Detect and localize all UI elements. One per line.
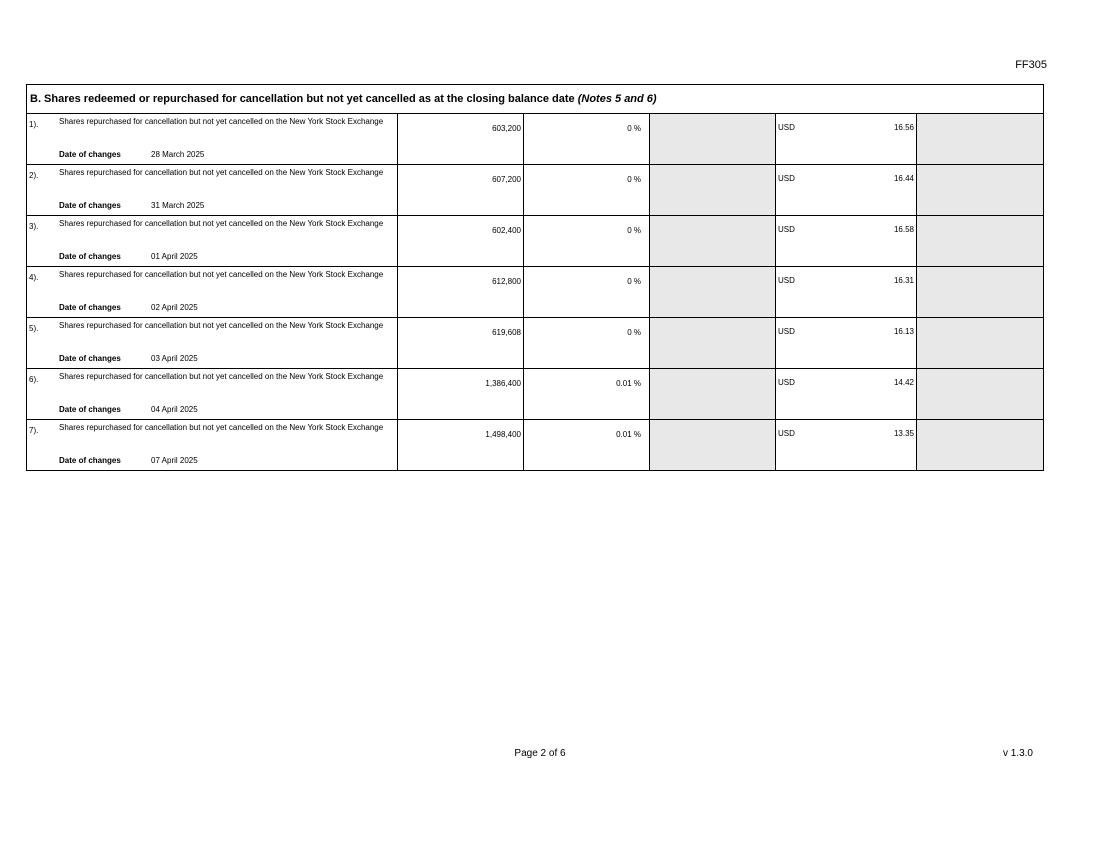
price-cell xyxy=(776,114,917,164)
table-row xyxy=(27,165,1043,216)
table-row xyxy=(27,369,1043,420)
price-cell xyxy=(776,267,917,317)
date-of-changes-label: Date of changes xyxy=(59,303,121,312)
price-value: 16.44 xyxy=(893,174,914,183)
shaded-cell xyxy=(917,165,1043,215)
price-value: 16.13 xyxy=(893,327,914,336)
row-description: Shares repurchased for cancellation but not yet cancelled on the New York Stock Exchange xyxy=(59,219,384,228)
shaded-cell xyxy=(650,216,776,266)
section-title: B. Shares redeemed or repurchased for cancellation but not yet cancelled as at the closing balance date xyxy=(30,93,575,105)
shaded-cell xyxy=(917,267,1043,317)
percentage-cell xyxy=(524,114,650,164)
shaded-cell xyxy=(650,114,776,164)
date-of-changes-label: Date of changes xyxy=(59,201,121,210)
description-cell xyxy=(27,267,398,317)
percentage-cell xyxy=(524,267,650,317)
date-of-changes-value: 04 April 2025 xyxy=(151,405,198,414)
shaded-cell xyxy=(650,165,776,215)
currency-code: USD xyxy=(778,174,795,183)
date-of-changes-value: 02 April 2025 xyxy=(151,303,198,312)
price-cell xyxy=(776,216,917,266)
percentage-value: 0 % xyxy=(627,277,641,286)
row-description: Shares repurchased for cancellation but not yet cancelled on the New York Stock Exchange xyxy=(59,117,384,126)
price-cell xyxy=(776,318,917,368)
percentage-cell xyxy=(524,420,650,470)
shaded-cell xyxy=(917,114,1043,164)
description-cell xyxy=(27,114,398,164)
currency-code: USD xyxy=(778,429,795,438)
percentage-value: 0 % xyxy=(627,328,641,337)
price-value: 16.58 xyxy=(893,225,914,234)
shaded-cell xyxy=(650,267,776,317)
date-of-changes-value: 01 April 2025 xyxy=(151,252,198,261)
table-body xyxy=(27,114,1043,470)
row-description: Shares repurchased for cancellation but not yet cancelled on the New York Stock Exchange xyxy=(59,321,384,330)
shares-number-cell xyxy=(398,318,524,368)
shares-number: 619,608 xyxy=(492,328,521,337)
shares-number: 607,200 xyxy=(492,175,521,184)
row-index: 4). xyxy=(29,273,39,282)
shares-number: 1,386,400 xyxy=(485,379,521,388)
currency-code: USD xyxy=(778,225,795,234)
percentage-value: 0 % xyxy=(627,226,641,235)
table-row xyxy=(27,216,1043,267)
row-description: Shares repurchased for cancellation but not yet cancelled on the New York Stock Exchange xyxy=(59,270,384,279)
row-description: Shares repurchased for cancellation but not yet cancelled on the New York Stock Exchange xyxy=(59,168,384,177)
price-cell xyxy=(776,165,917,215)
percentage-cell xyxy=(524,369,650,419)
shares-number: 612,800 xyxy=(492,277,521,286)
price-value: 14.42 xyxy=(893,378,914,387)
shares-number: 1,498,400 xyxy=(485,430,521,439)
section-notes: (Notes 5 and 6) xyxy=(577,93,657,105)
percentage-value: 0.01 % xyxy=(616,430,641,439)
row-index: 3). xyxy=(29,222,39,231)
percentage-value: 0 % xyxy=(627,124,641,133)
shaded-cell xyxy=(917,420,1043,470)
table-row xyxy=(27,318,1043,369)
price-value: 16.56 xyxy=(893,123,914,132)
row-index: 6). xyxy=(29,375,39,384)
date-of-changes-value: 07 April 2025 xyxy=(151,456,198,465)
price-cell xyxy=(776,369,917,419)
percentage-value: 0 % xyxy=(627,175,641,184)
form-code: FF305 xyxy=(1015,59,1047,71)
percentage-value: 0.01 % xyxy=(616,379,641,388)
currency-code: USD xyxy=(778,123,795,132)
table-row xyxy=(27,114,1043,165)
shaded-cell xyxy=(917,318,1043,368)
price-value: 13.35 xyxy=(893,429,914,438)
row-description: Shares repurchased for cancellation but not yet cancelled on the New York Stock Exchange xyxy=(59,423,384,432)
shares-number: 602,400 xyxy=(492,226,521,235)
shares-number: 603,200 xyxy=(492,124,521,133)
description-cell xyxy=(27,318,398,368)
date-of-changes-label: Date of changes xyxy=(59,252,121,261)
price-value: 16.31 xyxy=(893,276,914,285)
table-row xyxy=(27,420,1043,470)
date-of-changes-value: 31 March 2025 xyxy=(151,201,205,210)
percentage-cell xyxy=(524,216,650,266)
page-number: Page 2 of 6 xyxy=(514,748,566,759)
shaded-cell xyxy=(650,369,776,419)
table-row xyxy=(27,267,1043,318)
row-index: 2). xyxy=(29,171,39,180)
section-b-table xyxy=(26,84,1044,471)
date-of-changes-label: Date of changes xyxy=(59,354,121,363)
shaded-cell xyxy=(650,420,776,470)
row-index: 1). xyxy=(29,120,39,129)
currency-code: USD xyxy=(778,378,795,387)
version-label: v 1.3.0 xyxy=(1002,748,1033,759)
percentage-cell xyxy=(524,318,650,368)
row-index: 5). xyxy=(29,324,39,333)
date-of-changes-label: Date of changes xyxy=(59,405,121,414)
date-of-changes-value: 28 March 2025 xyxy=(151,150,205,159)
shaded-cell xyxy=(917,216,1043,266)
price-cell xyxy=(776,420,917,470)
percentage-cell xyxy=(524,165,650,215)
shares-number-cell xyxy=(398,267,524,317)
shares-number-cell xyxy=(398,369,524,419)
description-cell xyxy=(27,165,398,215)
section-header xyxy=(27,85,1043,114)
row-index: 7). xyxy=(29,426,39,435)
date-of-changes-value: 03 April 2025 xyxy=(151,354,198,363)
date-of-changes-label: Date of changes xyxy=(59,150,121,159)
currency-code: USD xyxy=(778,327,795,336)
currency-code: USD xyxy=(778,276,795,285)
shaded-cell xyxy=(917,369,1043,419)
description-cell xyxy=(27,369,398,419)
shaded-cell xyxy=(650,318,776,368)
description-cell xyxy=(27,216,398,266)
date-of-changes-label: Date of changes xyxy=(59,456,121,465)
description-cell xyxy=(27,420,398,470)
row-description: Shares repurchased for cancellation but not yet cancelled on the New York Stock Exchange xyxy=(59,372,384,381)
shares-number-cell xyxy=(398,114,524,164)
shares-number-cell xyxy=(398,420,524,470)
shares-number-cell xyxy=(398,216,524,266)
shares-number-cell xyxy=(398,165,524,215)
